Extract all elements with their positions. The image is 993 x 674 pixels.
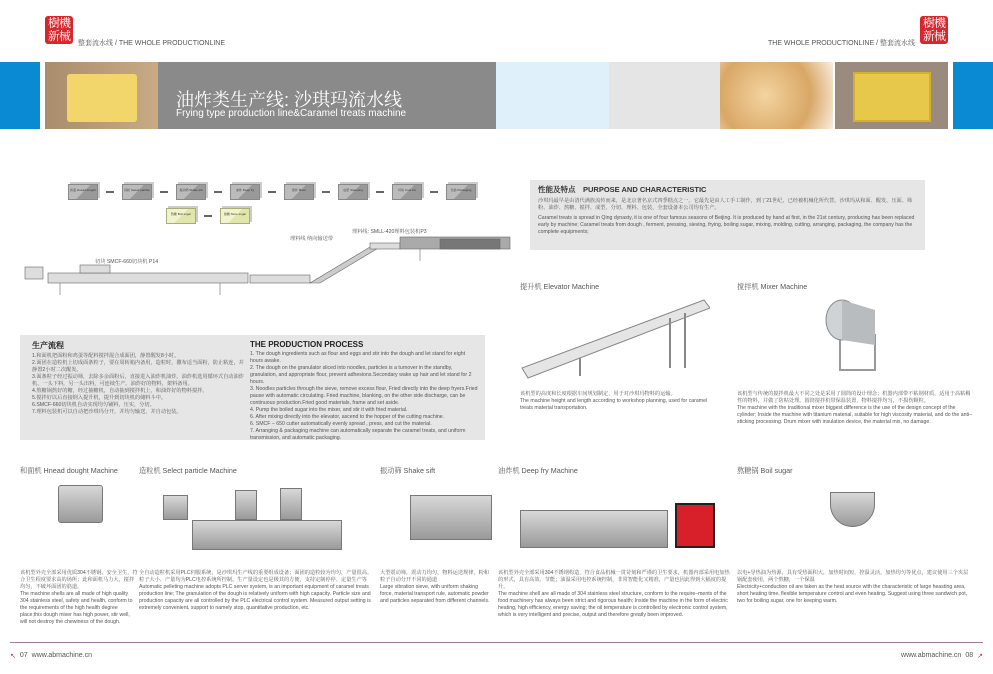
mixer-title: 搅拌机 Mixer Machine <box>737 282 808 291</box>
banner-title-panel <box>158 62 496 129</box>
dough-mixer-text-cn: 该机型外壳全部采用优质304不锈钢，安全卫生，符合卫生程度要求高的场所；此和面机马力大，搅拌均匀，不破坏面团的筋道。 <box>20 570 138 590</box>
process-step-en: 7. Arranging & packaging machine can automatically separate the caramel treats, and uniform transmission, and automatic packaging. <box>250 428 466 441</box>
pen-icon: ↖ <box>10 653 16 660</box>
caramel-treat-photo <box>45 62 158 129</box>
pen-icon: ↗ <box>977 653 983 660</box>
fryer-image <box>520 510 668 548</box>
footer-url-left[interactable]: www.abmachine.cn <box>31 652 92 659</box>
process-section <box>20 335 485 440</box>
flow-sub-row <box>166 208 250 224</box>
page-number-right: 08 <box>965 652 974 659</box>
dough-mixer-title: 和面机 Hnead dought Machine <box>20 466 118 475</box>
elevator-machine-image <box>520 298 710 380</box>
mixer-text-cn: 该机型与传统的搅拌机最大不同之处是采用了圆筒的设计理念；机器内部带不粘钢材质，适用于高粘稠性的物料，并做了防粘处理。圆筒搅拌机带保温装置，物料搅拌均匀，不损伤颗粒。 <box>737 391 971 404</box>
flow-step-sugar: 熬糖 Boil sugar <box>166 208 196 224</box>
granulator-unit <box>280 488 302 520</box>
sugar-boiler-description <box>737 570 972 605</box>
sugar-boiler-title: 熬糖锅 Boil sugar <box>737 466 793 475</box>
process-step-cn: 4.熬糖锅熬好的糖，经过抽糖机，自动抽到搅拌机上，和油炸好的物料搅拌。 <box>32 388 208 394</box>
granulator-unit <box>235 490 257 520</box>
production-line-drawing <box>20 225 520 335</box>
fryer-description <box>498 570 733 619</box>
company-logo-right: 樹機 新械 <box>920 16 948 44</box>
sugar-boiler-image <box>830 492 875 527</box>
process-title-cn: 生产流程 <box>32 341 64 350</box>
elevator-text-en: The machine height and length according to workshop planning, used for caramel treats material transportation. <box>520 398 708 411</box>
mixer-text-en: The machine with the traditional mixer biggest difference is the use of the design concept of the cylinder; Inside the machine with titanium material, suitable for high viscosity material, and do the anti–sticking processing. Drum mixer with insulation device, the material mix, no damage. <box>737 405 972 425</box>
process-step-cn: 2.面团在造粒机上切成面条粒子，要在周转箱内备用，造粒时，撒布适当面粉，防止粘连，并静置2小时二次醒发。 <box>32 360 244 373</box>
process-step-en: 2. The dough on the granulator sliced into noodles, particles is a turnover in the standby, granulation, and appropriate flour, prevent adhesions.Secondary wake up hair and let stand for 2 hours. <box>250 365 472 385</box>
sieve-title: 振动筛 Shake sift <box>380 466 436 475</box>
flow-main-row <box>68 184 476 200</box>
fryer-heater-image <box>675 503 715 548</box>
fryer-text-en: The machine shell are all made of 304 stainless steel structure, conform to the require–ments of the food machinery has always been strict and rigorous health; Inside the machine in the form of electric heating, high efficiency, energy saving; the oil temperature is controlled by electronic control system, which is very intelligent and precise, output and therefore greatly been improved. <box>498 591 728 618</box>
flow-step: 成型 Stamping <box>338 184 368 200</box>
purpose-section <box>530 180 925 250</box>
granulator-title: 造粒机 Select particle Machine <box>139 466 237 475</box>
flow-step: 切块 Cool cut <box>392 184 422 200</box>
dough-mixer-description <box>20 570 138 626</box>
header-section-left: 整套流水线 / THE WHOLE PRODUCTIONLINE <box>78 40 226 47</box>
banner-title-en: Frying type production line&Caramel treats machine <box>176 108 407 119</box>
granulator-text-en: Automatic pelleting machine adopts PLC server system, is an important equipment of caramel treats production line; The granulation of the dough is relatively uniform with high capacity. Particle size and production capacity are all controlled by the PLC electrical control system. Measured output setting is extremely convenient, support to namely stop, quantitative production, etc. <box>139 584 371 611</box>
caramel-closeup-photo <box>720 62 833 129</box>
footer-url-right[interactable]: www.abmachine.cn <box>901 652 962 659</box>
dough-mixer-image <box>58 485 103 523</box>
mixer-description <box>737 391 972 426</box>
process-step-en: 6. SMCF – 650 cutter automatically evenly spread , press, and cut the material. <box>250 421 432 427</box>
cutter-label: 切块 SMCF-660切块机 P14 <box>95 259 159 265</box>
conveyor-label: 理料线 纳向输送带 <box>290 236 333 242</box>
purpose-text-cn: 沙琪玛最早是由清代满族流传而来，是北京著名京式四季糕点之一。它最先是由人工手工制作，到了21世纪，已经被机械化所代替。沙琪玛从和面、醒发、压面、筛粉、油炸、熬糖、搅拌、成型、分切、理料、包装，全套设备本公司均有生产。 <box>538 198 913 211</box>
process-step-en: 6. After mixing directly into the elevator, ascend to the hopper of the cutting machine. <box>250 414 445 420</box>
fryer-text-cn: 该机型外壳全部采用304不锈钢构造，符合食品机械一贯苛刻和严谨的卫生要求，机器内部采用电加热的形式，具有高效、节能；油温采用电控系统控制，非常智能化又精准，产量也因此得到大幅度的提升。 <box>498 570 730 590</box>
process-step-cn: 7.理料包装机可以自动把沙琪玛分开，并均匀输送，并自动包装。 <box>32 409 182 415</box>
header-section-right: THE WHOLE PRODUCTIONLINE / 整套流水线 <box>767 40 915 47</box>
packaged-product-photo <box>835 62 948 129</box>
granulator-description <box>139 570 374 612</box>
process-title-en: THE PRODUCTION PROCESS <box>250 340 364 349</box>
page-number-left: 07 <box>19 652 28 659</box>
purpose-title: 性能及特点 PURPOSE AND CHARACTERISTIC <box>538 185 707 194</box>
process-step-cn: 5.搅拌好以后直接倒入提升机，提升到切块机的储料斗中。 <box>32 395 167 401</box>
banner-gray-panel <box>609 62 720 129</box>
process-step-cn: 6.SMCF-660切块机自动实现均匀铺料，压实，分切。 <box>32 402 155 408</box>
company-logo: 樹機 新械 <box>45 16 73 44</box>
sugar-boiler-text-cn: 以电+导热油为热源，具有受热面积大，加热时间短，控温灵活，加热均匀等优点，建议使用三个夹层锅配套使用，两个熬糖，一个保温 <box>737 570 969 583</box>
sugar-boiler-text-en: Electricity+conduction oil are taken as the heat source with the characteristic of large heasting area, short heating time, flexible temperature control and even heating. Suggest using three sandwich pot, two for boiling sugar, one for keeping warm. <box>737 584 968 604</box>
sieve-description <box>380 570 492 605</box>
mixer-machine-image <box>820 295 890 377</box>
footer-divider <box>10 642 983 643</box>
flow-step: 和面 Hnead dought <box>68 184 98 200</box>
elevator-text-cn: 该机型的高度和长度根据车间规划制定，用于对沙琪玛物料的运输。 <box>520 391 676 397</box>
flow-step: 油炸 Deep fry <box>230 184 260 200</box>
flow-step: 包装 Packaging <box>446 184 476 200</box>
process-step-en: 1. The dough ingredients such as flour and eggs and stir into the dough and let stand for eight hours awake. <box>250 351 466 364</box>
sieve-image <box>410 495 492 540</box>
elevator-title: 提升机 Elevator Machine <box>520 282 600 291</box>
process-step-en: 4. Pump the boiled sugar into the mixer, and stir it with fried material. <box>250 407 408 413</box>
sieve-text-cn: 大型震动筛，震动力均匀，物料运送规律，粉和粒子自动分开不同的通道 <box>380 570 489 583</box>
packer-label: 理料线: SMLL-420理料包装机P3 <box>352 229 427 235</box>
process-step-cn: 1.和面机把面粉和鸡蛋等配料搅拌混合成面团，静置醒发8小时。 <box>32 353 180 359</box>
footer-right <box>901 652 983 660</box>
process-step-en: 3. Noodles particles through the sieve, remove excess flour, Fried directly into the deep fryers.Fried pause with automatic circulating. Fried machine, blanking, on the other side discharge, can be continuous production.Fried good materials, frame and set aside. <box>250 386 478 406</box>
process-step-cn: 3.面条粒子经过振动筛，去除多余面粉后，直接进入油炸机油炸。油炸机选用循环式自动油炸机，一头下料，另一头出料，可连续生产。油炸好的物料，架料备用。 <box>32 374 244 387</box>
flow-step-sugar: 储糖 Store sugar <box>220 208 250 224</box>
blue-accent-right <box>953 62 993 129</box>
banner-light-panel <box>496 62 609 129</box>
flow-step: 搅拌 Mixer <box>284 184 314 200</box>
purpose-text-en: Caramel treats is spread in Qing dynasty, it is one of four famous seasons of Beijing. It is produced by hand at first, in the 21st century, producing has been replaced early by machine; Caramel treats from dough , ferment, pressing, sieving, frying, boiling sugar, mixing, molding, cutting, arranging, packaging, the company has the complete equipments; <box>538 215 915 235</box>
elevator-description <box>520 391 710 412</box>
sieve-text-en: Large vibration sieve, with uniform shaking force, material transport rule, automatic powder and particles separated from different channels. <box>380 584 490 604</box>
flow-step: 振动筛 Shake sift <box>176 184 206 200</box>
footer-left <box>10 652 92 660</box>
granulator-image <box>192 520 342 550</box>
granulator-control-box <box>163 495 188 520</box>
dough-mixer-text-en: The machine shells are all made of high quality 304 stainless steel, safety and health, conform to the requirements of the high health degree place;this dough mixer has high power, stir well, will not destroy the chewiness of the dough. <box>20 591 133 625</box>
granulator-text-cn: 全自动造粒机采用PLC伺服系统，是沙琪玛生产线的重要组成设备；面团的造粒较为均匀，产量很高。粒子大小、产量均为PLC电控系统所控制。生产量设定也是极其的方便，支持定制停停、定量生产等 <box>139 570 373 583</box>
flow-step: 造粒 Select particle <box>122 184 152 200</box>
fryer-title: 油炸机 Deep fry Machine <box>498 466 578 475</box>
blue-accent-left <box>0 62 40 129</box>
banner-title-cn: 油炸类生产线: 沙琪玛流水线 <box>176 90 403 110</box>
